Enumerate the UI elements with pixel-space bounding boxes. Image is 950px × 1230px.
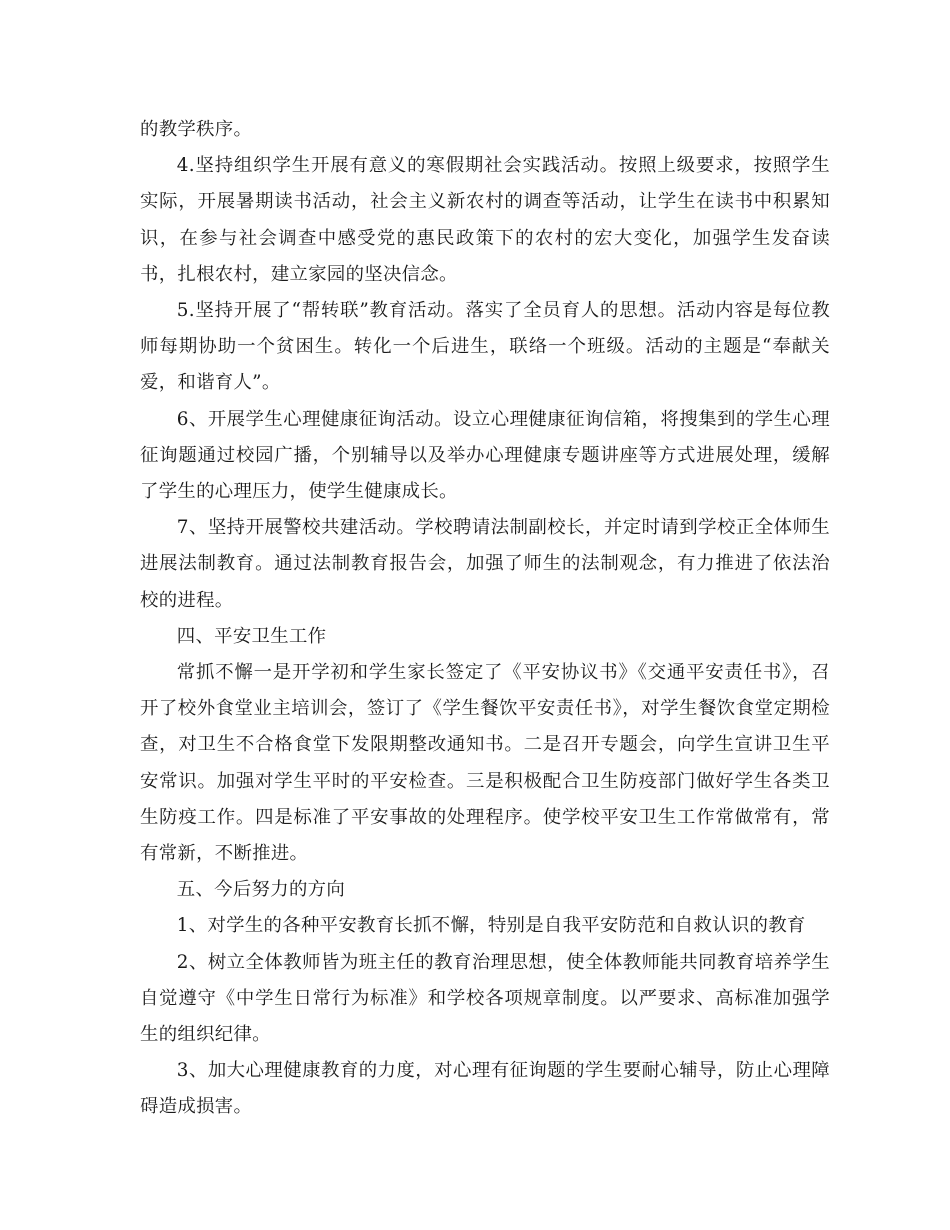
paragraph: 3、加大心理健康教育的力度，对心理有征询题的学生要耐心辅导，防止心理障碍造成损害。 xyxy=(140,1060,830,1118)
section-heading: 五、今后努力的方向 xyxy=(176,879,346,901)
paragraph: 2、树立全体教师皆为班主任的教育治理思想，使全体教师能共同教育培养学生自觉遵守《中学生日常行为标准》和学校各项规章制度。以严要求、高标准加强学生的组织纪律。 xyxy=(140,951,830,1046)
paragraph: 4.坚持组织学生开展有意义的寒假期社会实践活动。按照上级要求，按照学生实际，开展暑期读书活动，社会主义新农村的调查等活动，让学生在读书中积累知识，在参与社会调查中感受党的惠民政策下的农村的宏大变化，加强学生发奋读书，扎根农村，建立家园的坚决信念。 xyxy=(140,155,830,285)
paragraph: 6、开展学生心理健康征询活动。设立心理健康征询信箱，将搜集到的学生心理征询题通过校园广播，个别辅导以及举办心理健康专题讲座等方式进展处理，缓解了学生的心理压力，使学生健康成长。 xyxy=(140,408,830,503)
paragraph: 1、对学生的各种平安教育长抓不懈，特别是自我平安防范和自救认识的教育 xyxy=(176,915,806,937)
paragraph: 5.坚持开展了“帮转联”教育活动。落实了全员育人的思想。活动内容是每位教师每期协助一个贫困生。转化一个后进生，联络一个班级。活动的主题是“奉献关爱，和谐育人”。 xyxy=(140,300,830,394)
section-heading: 四、平安卫生工作 xyxy=(176,625,327,647)
paragraph: 7、坚持开展警校共建活动。学校聘请法制副校长，并定时请到学校正全体师生进展法制教育。通过法制教育报告会，加强了师生的法制观念，有力推进了依法治校的进程。 xyxy=(140,517,830,611)
paragraph: 的教学秩序。 xyxy=(140,119,253,140)
paragraph: 常抓不懈一是开学初和学生家长签定了《平安协议书》《交通平安责任书》，召开了校外食堂业主培训会，签订了《学生餐饮平安责任书》，对学生餐饮食堂定期检查，对卫生不合格食堂下发限期整改通知书。二是召开专题会，向学生宣讲卫生平安常识。加强对学生平时的平安检查。三是积极配合卫生防疫部门做好学生各类卫生防疫工作。四是标准了平安事故的处理程序。使学校平安卫生工作常做常有，常有常新，不断推进。 xyxy=(140,662,830,865)
document-body xyxy=(140,112,830,1126)
